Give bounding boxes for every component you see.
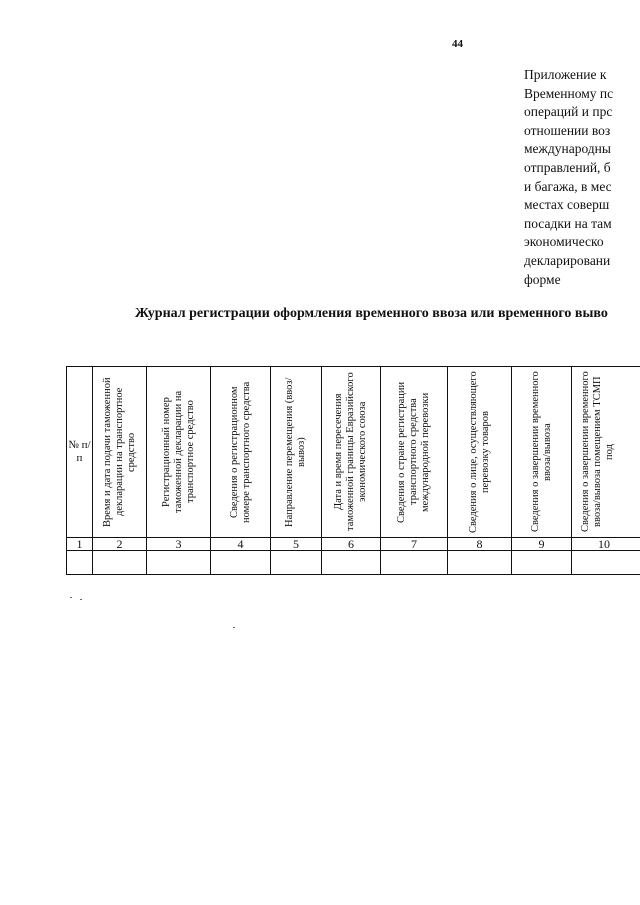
appendix-line: экономическо <box>524 234 604 250</box>
table-cell <box>93 551 147 575</box>
column-number: 9 <box>512 538 572 551</box>
header-cell <box>381 367 448 538</box>
column-number-row <box>67 538 640 551</box>
column-number: 1 <box>67 538 93 551</box>
header-label: Сведения о лице, осуществляющего перевозку товаров <box>467 371 491 533</box>
header-cell <box>147 367 211 538</box>
header-cell <box>271 367 322 538</box>
journal-title: Журнал регистрации оформления временного ввоза или временного выво <box>135 306 608 321</box>
header-label: Регистрационный номер таможенной декларации на транспортное средство <box>160 390 196 514</box>
scan-speck <box>80 599 82 600</box>
header-label: Сведения о стране регистрации транспортного средства международной перевозки <box>396 381 431 523</box>
table-cell <box>381 551 448 575</box>
header-label: Сведения о завершении временного ввоза/вывоза <box>529 371 553 533</box>
table-cell <box>211 551 271 575</box>
empty-data-row <box>67 551 640 575</box>
column-number: 5 <box>271 538 322 551</box>
page-number: 44 <box>452 38 463 50</box>
scan-speck <box>70 597 72 598</box>
appendix-line: отправлений, б <box>524 159 611 175</box>
journal-table-wrapper <box>66 366 640 576</box>
header-label: Время и дата подачи таможенной декларации на транспортное средство <box>101 377 137 527</box>
appendix-line: Приложение к <box>524 67 607 82</box>
appendix-line: и багажа, в мес <box>524 178 612 194</box>
appendix-line: отношении воз <box>524 122 611 138</box>
table-cell <box>448 551 512 575</box>
header-cell <box>512 367 572 538</box>
column-number: 2 <box>93 538 147 551</box>
journal-table <box>66 366 640 575</box>
table-cell <box>572 551 640 575</box>
header-label: Сведения о регистрационном номере транспортного средства <box>228 381 252 523</box>
column-number: 4 <box>211 538 271 551</box>
table-cell <box>67 551 93 575</box>
column-number: 10 <box>572 538 640 551</box>
header-cell <box>93 367 147 538</box>
appendix-line: посадки на там <box>524 215 612 231</box>
appendix-line: местах соверш <box>524 197 610 213</box>
header-label: Дата и время пересечения таможенной границы Евразийского экономического союза <box>333 372 368 532</box>
header-cell <box>322 367 381 538</box>
appendix-line: декларировани <box>524 252 611 268</box>
column-number: 3 <box>147 538 211 551</box>
header-row <box>67 367 640 538</box>
appendix-note <box>524 66 640 289</box>
appendix-line: операций и прс <box>524 104 613 120</box>
column-number: 8 <box>448 538 512 551</box>
table-cell <box>271 551 322 575</box>
header-label: № п/п <box>68 439 91 464</box>
table-cell <box>147 551 211 575</box>
table-cell <box>322 551 381 575</box>
appendix-line: Временному пс <box>524 85 614 101</box>
header-cell <box>211 367 271 538</box>
column-number: 6 <box>322 538 381 551</box>
header-cell <box>572 367 640 538</box>
appendix-line: форме <box>524 271 561 287</box>
header-label: Сведения о завершении временного ввоза/вывоза помещением ТСМП под <box>580 371 615 533</box>
header-cell-number <box>67 367 93 538</box>
header-label: Направление перемещения (ввоз/вывоз) <box>284 377 307 527</box>
column-number: 7 <box>381 538 448 551</box>
scan-speck <box>233 627 235 628</box>
appendix-line: международны <box>524 141 611 157</box>
header-cell <box>448 367 512 538</box>
table-cell <box>512 551 572 575</box>
